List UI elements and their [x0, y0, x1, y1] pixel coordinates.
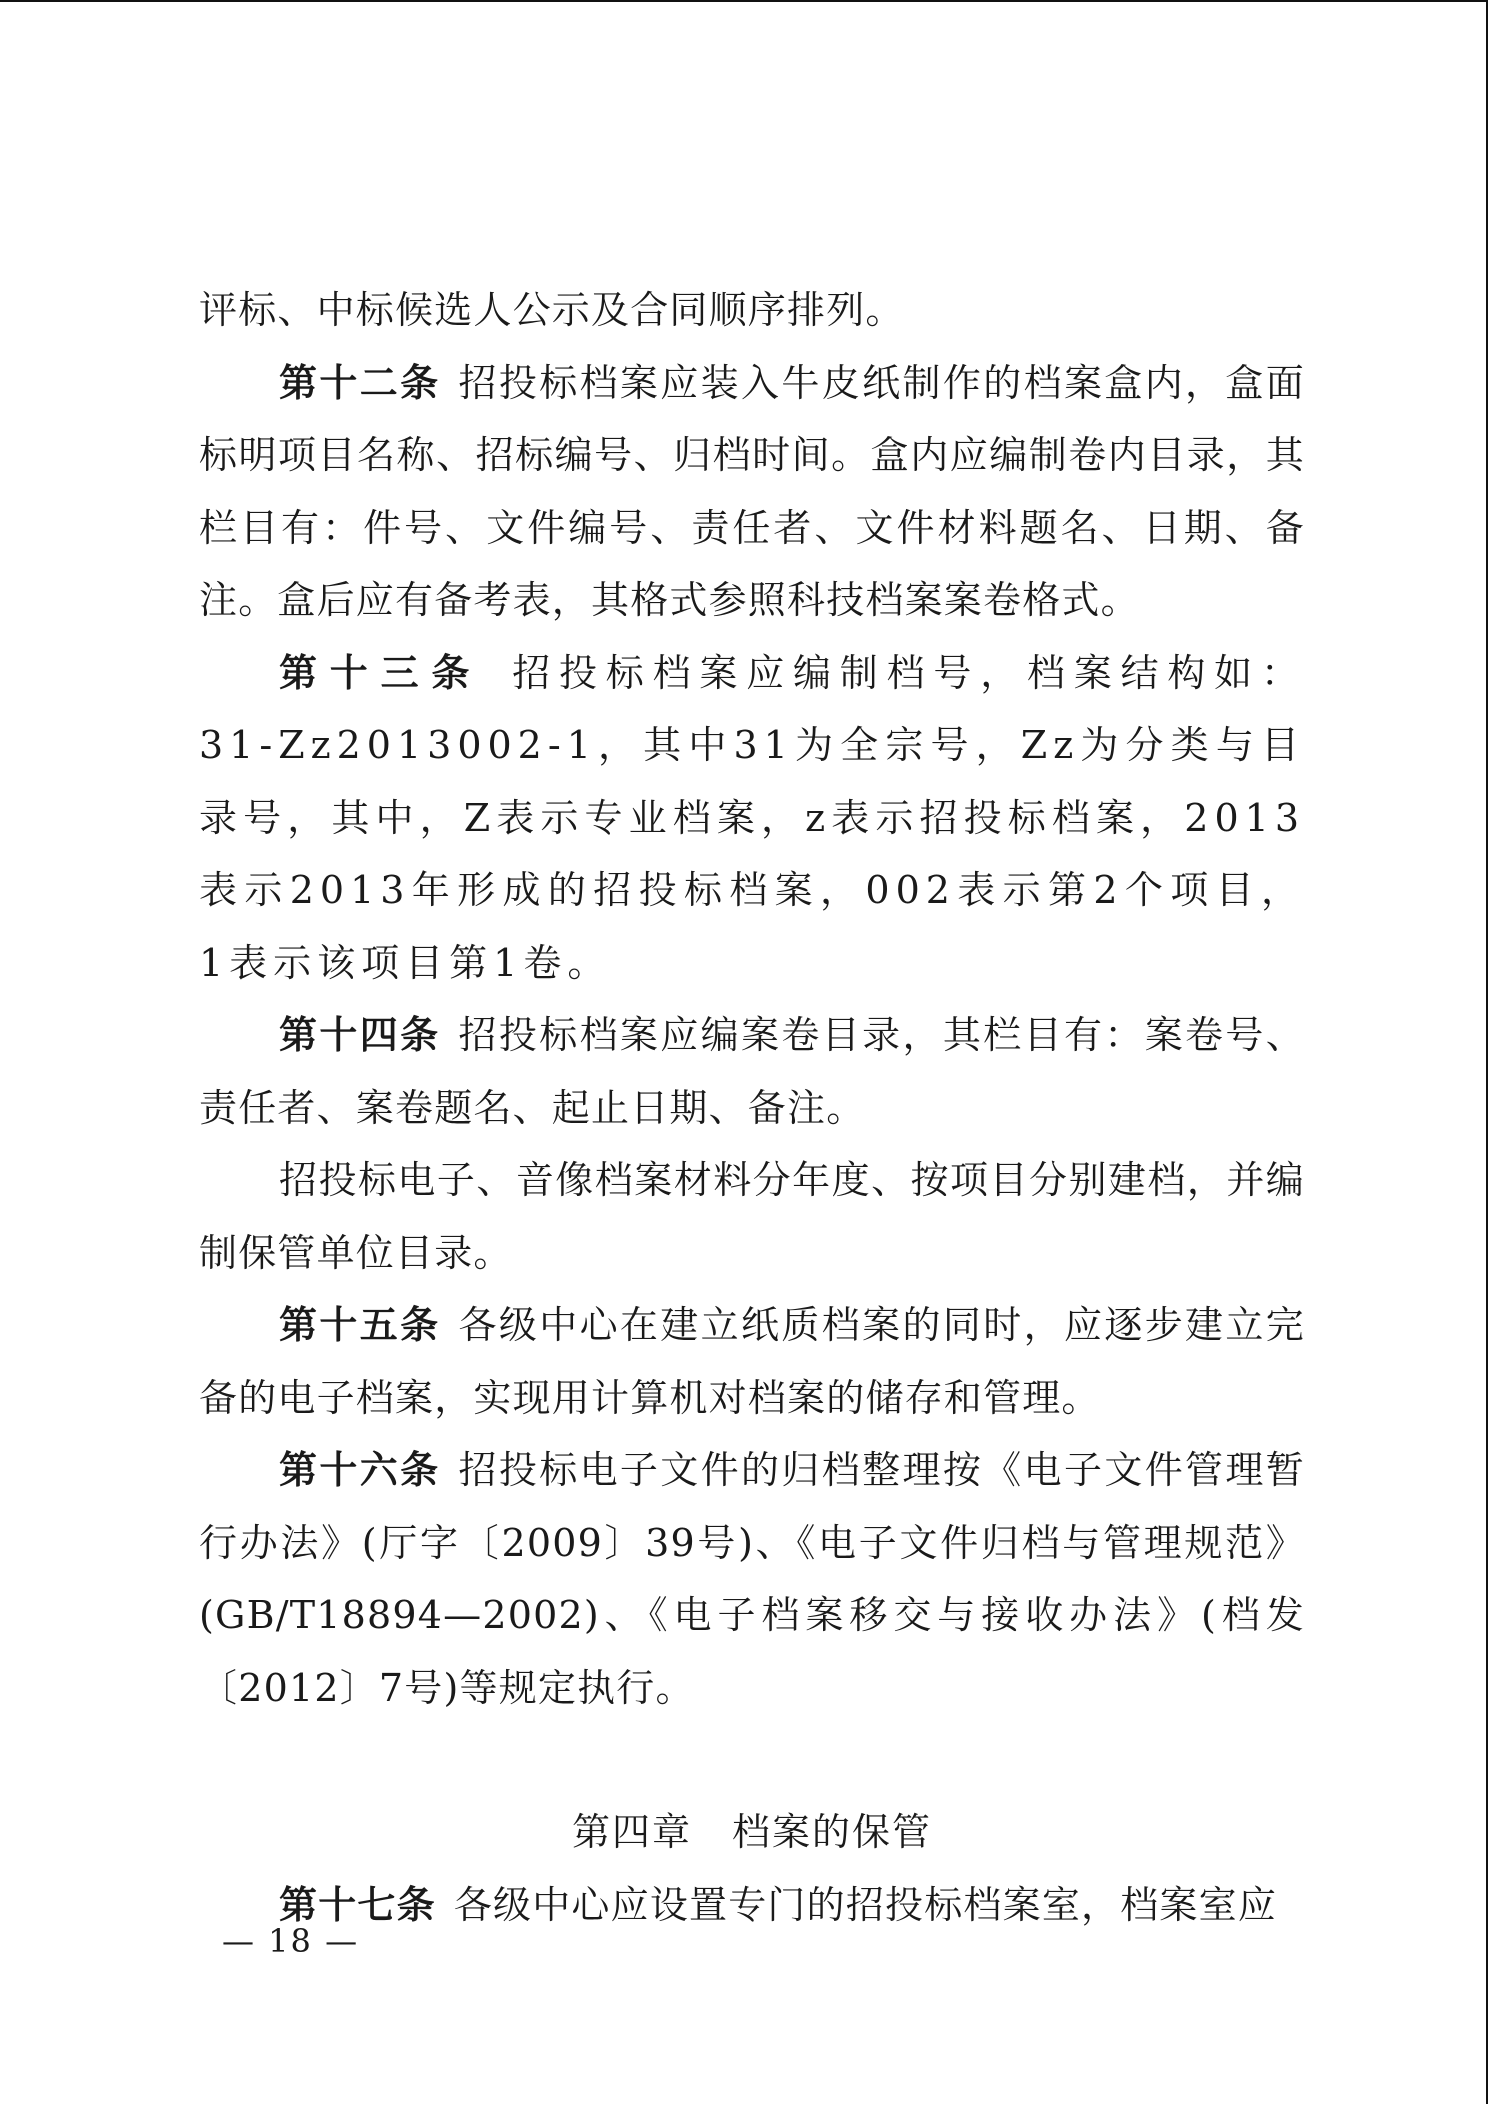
- article-12: [199, 347, 1305, 637]
- paragraph-text: 招投标电子、音像档案材料分年度、按项目分别建档，并编制保管单位目录。: [199, 1158, 1305, 1275]
- chapter-heading: [199, 1796, 1305, 1869]
- article-text: 各级中心应设置专门的招投标档案室，档案室应: [453, 1882, 1278, 1927]
- paragraph-continued: [199, 274, 1305, 347]
- article-label: 第十四条: [279, 1012, 441, 1057]
- chapter-number: 第四章: [571, 1810, 692, 1854]
- article-text: 招投标电子文件的归档整理按《电子文件管理暂行办法》(厅字〔2009〕39号)、《电子文件归档与管理规范》(GB/T18894—2002)、《电子档案移交与接收办法》(档发〔2012〕7号)等规定执行。: [199, 1448, 1305, 1710]
- article-text: 招投标档案应编案卷目录，其栏目有：案卷号、责任者、案卷题名、起止日期、备注。: [199, 1013, 1305, 1130]
- article-label: 第十二条: [279, 359, 441, 405]
- article-label: 第十五条: [279, 1302, 441, 1347]
- paragraph: [199, 1144, 1305, 1289]
- article-text: 招投标档案应编制档号，档案结构如：31-Zz2013002-1，其中31为全宗号，Zz为分类与目录号，其中，Z表示专业档案，z表示招投标档案，2013表示2013年形成的招投标档案，002表示第2个项目，1表示该项目第1卷。: [199, 650, 1305, 985]
- paragraph-text: 评标、中标候选人公示及合同顺序排列。: [199, 288, 905, 332]
- document-body: [199, 274, 1305, 1941]
- article-16: [199, 1434, 1305, 1724]
- article-label: 第十七条: [279, 1881, 436, 1927]
- chapter-title: 档案的保管: [732, 1810, 933, 1854]
- article-13: [199, 637, 1305, 1000]
- article-label: 第十六条: [279, 1447, 441, 1492]
- article-14: [199, 999, 1305, 1144]
- article-text: 各级中心在建立纸质档案的同时，应逐步建立完备的电子档案，实现用计算机对档案的储存和管理。: [199, 1303, 1305, 1420]
- article-text: 招投标档案应装入牛皮纸制作的档案盒内，盒面标明项目名称、招标编号、归档时间。盒内应编制卷内目录，其栏目有：件号、文件编号、责任者、文件材料题名、日期、备注。盒后应有备考表，其格式参照科技档案案卷格式。: [199, 360, 1305, 622]
- article-label: 第十三条: [279, 649, 483, 695]
- article-17: [199, 1869, 1305, 1942]
- page-number: — 18 —: [222, 1922, 360, 1960]
- article-15: [199, 1289, 1305, 1434]
